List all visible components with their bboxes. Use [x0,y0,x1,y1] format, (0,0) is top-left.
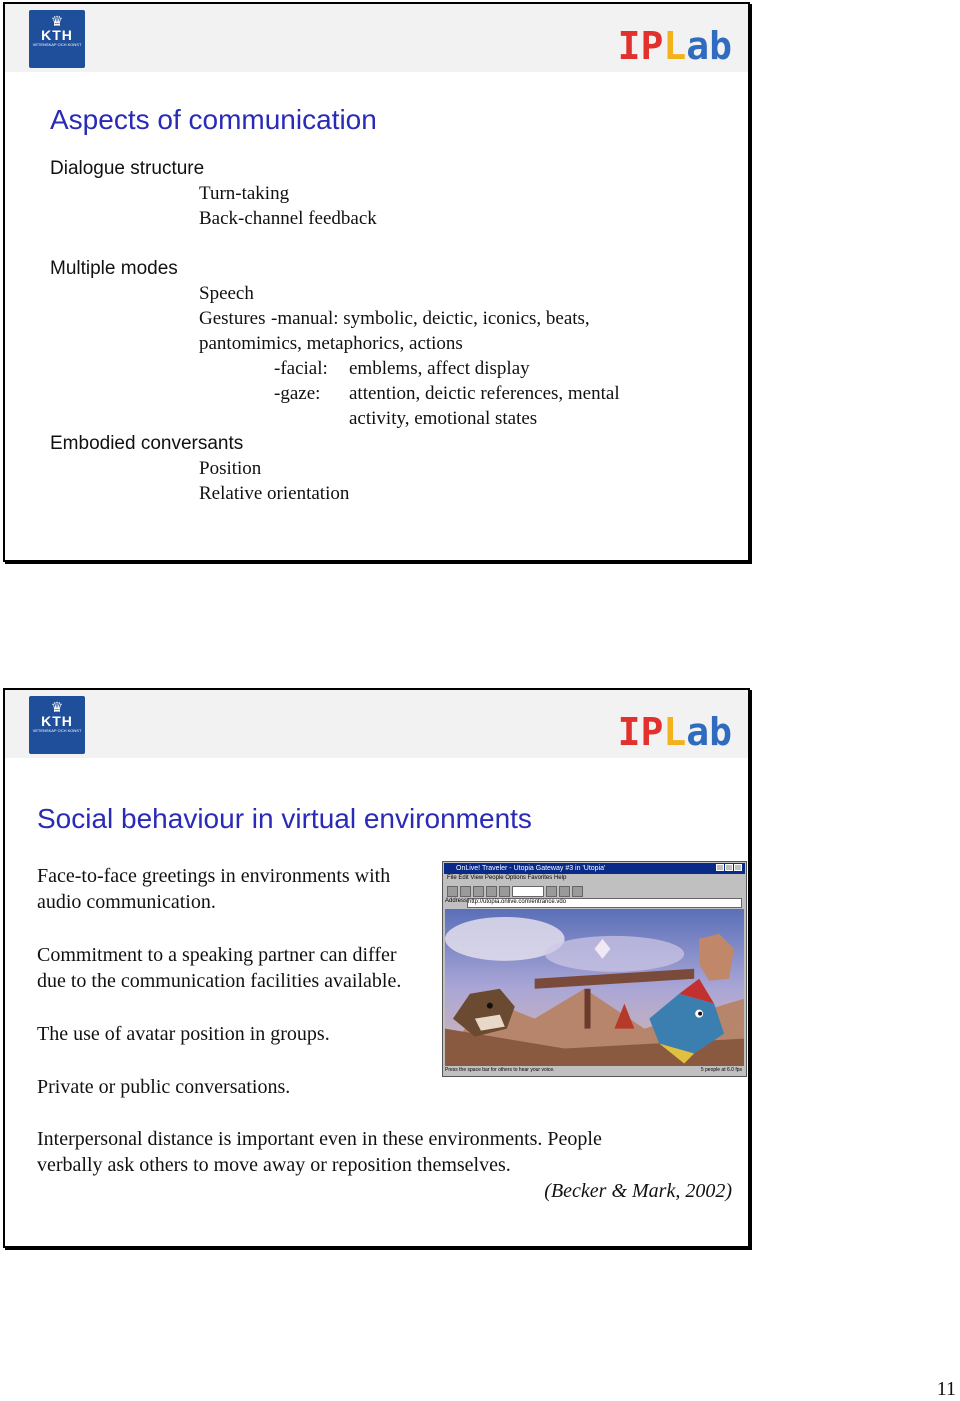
heading-dialogue-structure: Dialogue structure [50,158,205,179]
kth-logo [29,696,85,754]
address-label: Address [445,898,468,904]
iplab-logo: IPLab [617,24,732,68]
address-field [467,898,742,908]
para-interpersonal-1: Interpersonal distance is important even in these environments. People [37,1128,602,1150]
iplab-logo: IPLab [617,710,732,754]
kth-logo-text: KTH [41,27,73,43]
kth-logo [29,10,85,68]
screenshot-address-bar [445,898,744,907]
kth-logo-text: KTH [41,713,73,729]
virtual-scene-image [445,909,744,1066]
screenshot-titlebar: OnLive! Traveler - Utopia Gateway #3 in 'Utopia' [444,863,745,874]
crown-icon: ♛ [50,13,64,29]
item-relative-orientation: Relative orientation [199,483,350,504]
slide-aspects-of-communication [3,2,750,562]
screenshot-toolbar [447,884,742,896]
slide-social-behaviour [3,688,750,1248]
minimize-icon [716,864,724,871]
address-value: http://utopia.onlive.com/entrance.vdo [468,899,567,905]
para-commitment-2: due to the communication facilities available. [37,970,402,992]
item-gaze-cont: activity, emotional states [349,408,538,429]
para-greetings-2: audio communication. [37,891,216,913]
screenshot-menubar: File Edit View People Options Favorites Help [447,875,567,881]
crown-icon: ♛ [50,699,64,715]
citation: (Becker & Mark, 2002) [544,1180,732,1202]
status-right: 5 people at 6.0 fps [700,1067,742,1073]
item-facial: emblems, affect display [349,358,530,379]
item-gestures-manual-cont: pantomimics, metaphorics, actions [199,333,463,354]
para-avatar-position: The use of avatar position in groups. [37,1023,330,1045]
kth-logo-subtext: VETENSKAP OCH KONST [32,42,82,47]
page-number: 11 [936,1378,956,1400]
slide-title: Aspects of communication [50,104,377,135]
screenshot-statusbar [445,1067,744,1075]
para-greetings-1: Face-to-face greetings in environments with [37,865,391,887]
close-icon [734,864,742,871]
slide-title: Social behaviour in virtual environments [37,803,532,834]
label-facial: -facial: [274,358,328,379]
item-speech: Speech [199,283,254,304]
virtual-environment-screenshot [442,861,747,1077]
heading-embodied-conversants: Embodied conversants [50,433,244,454]
para-interpersonal-2: verbally ask others to move away or reposition themselves. [37,1154,511,1176]
kth-logo-subtext: VETENSKAP OCH KONST [32,728,82,733]
item-turn-taking: Turn-taking [199,183,290,204]
item-back-channel: Back-channel feedback [199,208,377,229]
maximize-icon [725,864,733,871]
status-left: Press the space bar for others to hear your voice. [445,1067,555,1073]
item-gestures-manual: -manual: symbolic, deictic, iconics, beats, [271,308,590,329]
heading-multiple-modes: Multiple modes [50,258,178,279]
para-private-public: Private or public conversations. [37,1076,291,1098]
item-gaze: attention, deictic references, mental [349,383,620,404]
para-commitment-1: Commitment to a speaking partner can differ [37,944,397,966]
item-position: Position [199,458,262,479]
label-gaze: -gaze: [274,383,321,404]
item-gestures: Gestures [199,308,266,329]
